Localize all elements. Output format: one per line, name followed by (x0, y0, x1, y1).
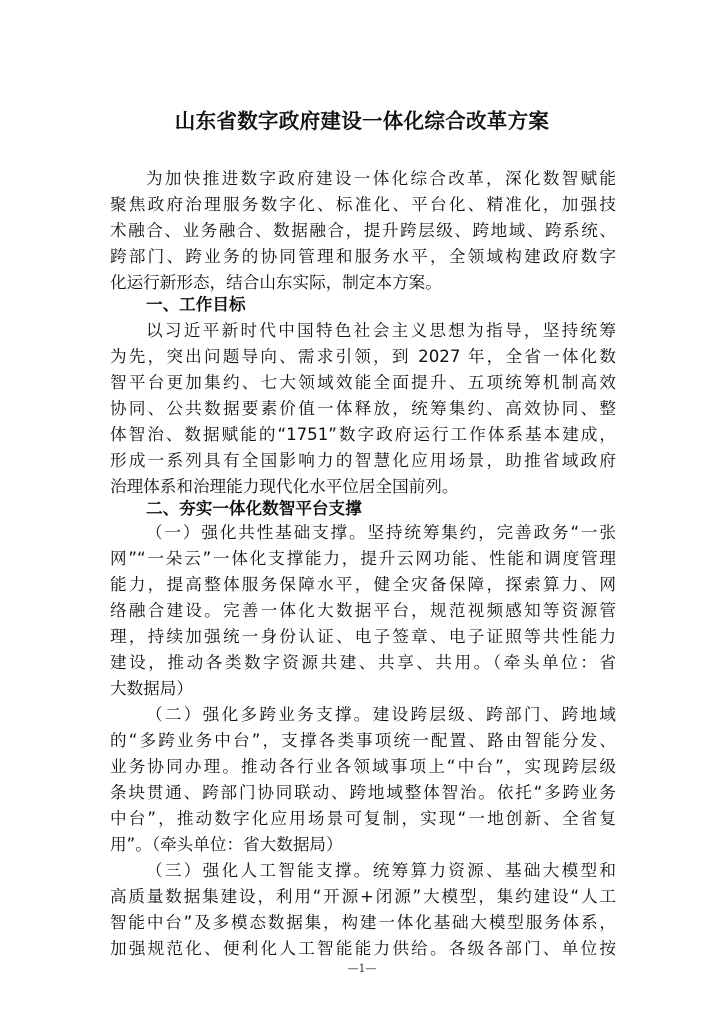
body-line: 的“多跨业务中台”，支撑各类事项统一配置、路由智能分发、 (110, 731, 616, 750)
body-line: 络融合建设。完善一体化大数据平台，规范视频感知等资源管 (110, 601, 616, 620)
body-line: 智平台更加集约、七大领域效能全面提升、五项统筹机制高效 (110, 373, 616, 392)
body-line: 化运行新形态，结合山东实际，制定本方案。 (110, 273, 442, 292)
document-title: 山东省数字政府建设一体化综合改革方案 (174, 109, 550, 133)
body-line: 协同、公共数据要素价值一体释放，统筹集约、高效协同、整 (110, 399, 616, 418)
body-line: 中台”，推动数字化应用场景可复制，实现“一地创新、全省复 (110, 809, 616, 828)
body-line: 治理体系和治理能力现代化水平位居全国前列。 (110, 477, 459, 496)
body-line: 智能中台”及多模态数据集，构建一体化基础大模型服务体系， (110, 913, 616, 932)
body-line: 建设，推动各类数字资源共建、共享、共用。（牵头单位：省 (110, 653, 616, 672)
body-line: 聚焦政府治理服务数字化、标准化、平台化、精准化，加强技 (110, 195, 616, 214)
body-line: 高质量数据集建设，利用“开源+闭源”大模型，集约建设“人工 (110, 887, 616, 906)
body-line: 为先，突出问题导向、需求引领，到 2027 年，全省一体化数 (110, 347, 616, 366)
body-line: 跨部门、跨业务的协同管理和服务水平，全领域构建政府数字 (110, 247, 616, 266)
body-line: 理，持续加强统一身份认证、电子签章、电子证照等共性能力 (110, 627, 616, 646)
body-line: 网”“一朵云”一体化支撑能力，提升云网功能、性能和调度管理 (110, 549, 616, 568)
body-line: 条块贯通、跨部门协同联动、跨地域整体智治。依托“多跨业务 (110, 783, 616, 802)
body-line: 术融合、业务融合、数据融合，提升跨层级、跨地域、跨系统、 (110, 221, 616, 240)
body-line: （三）强化人工智能支撑。统筹算力资源、基础大模型和 (146, 861, 616, 880)
body-line: 形成一系列具有全国影响力的智慧化应用场景，助推省域政府 (110, 451, 616, 470)
body-line: 体智治、数据赋能的“1751”数字政府运行工作体系基本建成， (110, 425, 616, 444)
body-line: 为加快推进数字政府建设一体化综合改革，深化数智赋能 (146, 169, 616, 188)
body-line: 大数据局） (110, 679, 193, 698)
page-number: —1— (347, 962, 377, 975)
body-line: 用”。（牵头单位：省大数据局） (110, 835, 343, 854)
body-line: 能力，提高整体服务保障水平，健全灾备保障，探索算力、网 (110, 575, 616, 594)
body-line: 加强规范化、便利化人工智能能力供给。各级各部门、单位按 (110, 939, 616, 958)
body-line: 以习近平新时代中国特色社会主义思想为指导，坚持统筹 (146, 321, 616, 340)
body-line: 业务协同办理。推动各行业各领域事项上“中台”，实现跨层级 (110, 757, 616, 776)
section-heading: 一、工作目标 (146, 295, 246, 314)
section-heading: 二、夯实一体化数智平台支撑 (146, 499, 362, 518)
body-line: （一）强化共性基础支撑。坚持统筹集约，完善政务“一张 (146, 523, 616, 542)
body-line: （二）强化多跨业务支撑。建设跨层级、跨部门、跨地域 (146, 705, 616, 724)
